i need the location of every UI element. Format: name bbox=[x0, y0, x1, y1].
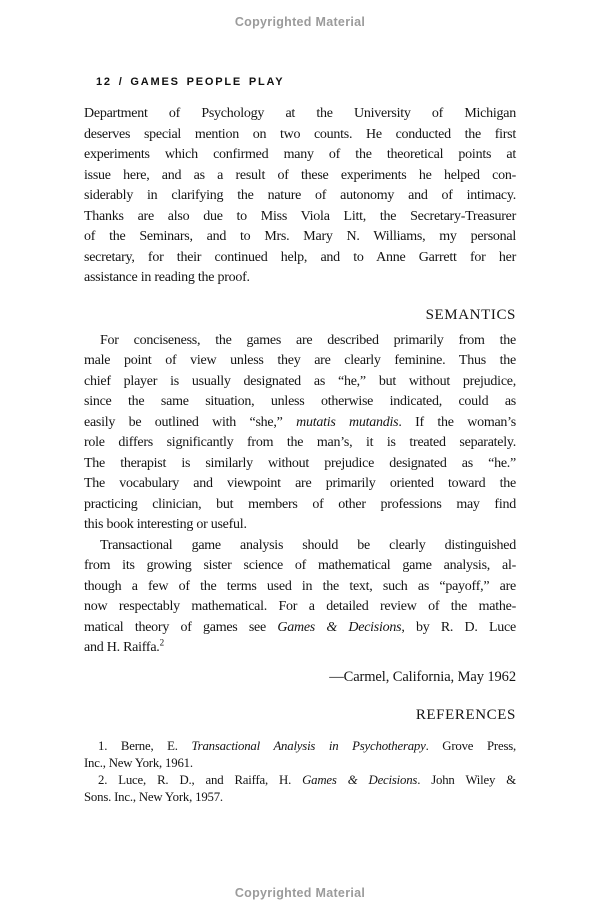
references-heading: REFERENCES bbox=[415, 706, 516, 723]
reference-item-1 bbox=[84, 738, 516, 772]
text-line bbox=[84, 186, 516, 207]
text-run: practicing clinician, but members of other professions may find bbox=[84, 496, 516, 512]
italic-text: Games & Decisions bbox=[302, 772, 418, 787]
acknowledgements-paragraph bbox=[84, 104, 516, 289]
text-run: Transactional game analysis should be clearly distinguished bbox=[100, 537, 516, 553]
text-line bbox=[84, 755, 516, 772]
text-line bbox=[84, 166, 516, 187]
text-run: deserves special mention on two counts. He conducted the first bbox=[84, 126, 516, 142]
text-line bbox=[84, 392, 516, 413]
text-line bbox=[84, 207, 516, 228]
text-run: 1. Berne, E. bbox=[98, 738, 192, 753]
semantics-paragraph-2 bbox=[84, 536, 516, 659]
text-run: The vocabulary and viewpoint are primarily oriented toward the bbox=[84, 476, 516, 491]
text-line bbox=[84, 556, 516, 577]
text-run: Department of Psychology at the University of Michigan bbox=[84, 106, 516, 121]
watermark-bottom-label: Copyrighted Material bbox=[234, 886, 366, 900]
text-run: issue here, and as a result of these experiments he helped con- bbox=[84, 167, 516, 183]
text-run: from its growing sister science of mathematical game analysis, al- bbox=[84, 558, 516, 573]
reference-item-2 bbox=[84, 772, 516, 806]
semantics-paragraph-1 bbox=[84, 331, 516, 536]
text-line bbox=[84, 772, 516, 789]
text-run: . John Wiley & bbox=[417, 772, 516, 787]
text-run: matical theory of games see bbox=[84, 619, 278, 635]
page-content bbox=[84, 76, 516, 806]
text-run: 2. Luce, R. D., and Raiffa, H. bbox=[98, 772, 303, 787]
text-line bbox=[84, 331, 516, 352]
text-run: now respectably mathematical. For a detailed review of the mathe- bbox=[84, 599, 516, 614]
text-run: though a few of the terms used in the text, such as “payoff,” are bbox=[84, 578, 516, 594]
text-run: easily be outlined with “she,” bbox=[84, 414, 297, 430]
text-line bbox=[84, 372, 516, 393]
text-line bbox=[84, 268, 516, 289]
watermark-top-label: Copyrighted Material bbox=[234, 15, 366, 29]
text-run: male point of view unless they are clearly feminine. Thus the bbox=[84, 353, 516, 368]
text-run: . Grove Press, bbox=[425, 738, 516, 753]
text-run: Thanks are also due to Miss Viola Litt, the Secretary-Treasurer bbox=[84, 208, 516, 224]
text-run: since the same situation, unless otherwise indicated, could as bbox=[84, 394, 516, 409]
text-run: and H. Raiffa. bbox=[84, 640, 160, 655]
text-run: of the Seminars, and to Mrs. Mary N. Williams, my personal bbox=[84, 229, 516, 244]
signature-line: —Carmel, California, May 1962 bbox=[329, 668, 516, 685]
page-body bbox=[84, 104, 516, 806]
italic-text: Games & Decisions bbox=[277, 619, 402, 635]
text-line bbox=[84, 104, 516, 125]
text-line bbox=[84, 638, 516, 659]
text-run: chief player is usually designated as “he,” but without prejudice, bbox=[84, 373, 516, 389]
text-run: role differs significantly from the man’s, it is treated separately. bbox=[84, 435, 516, 450]
text-run: Inc., New York, 1961. bbox=[84, 755, 193, 770]
text-line bbox=[84, 474, 516, 495]
text-run: this book interesting or useful. bbox=[84, 517, 247, 532]
text-line bbox=[84, 515, 516, 536]
text-line bbox=[84, 536, 516, 557]
text-run: Sons. Inc., New York, 1957. bbox=[84, 789, 223, 804]
text-line bbox=[84, 248, 516, 269]
footnote-marker: 2 bbox=[159, 637, 164, 648]
text-line bbox=[84, 227, 516, 248]
text-run: experiments which confirmed many of the theoretical points at bbox=[84, 147, 516, 162]
text-line bbox=[84, 125, 516, 146]
semantics-heading: SEMANTICS bbox=[425, 306, 516, 323]
text-run: assistance in reading the proof. bbox=[84, 270, 250, 285]
text-run: , by R. D. Luce bbox=[401, 619, 516, 635]
text-line bbox=[84, 495, 516, 516]
text-line bbox=[84, 738, 516, 755]
text-line bbox=[84, 351, 516, 372]
italic-text: Transactional Analysis in Psychotherapy bbox=[191, 738, 426, 753]
text-run: siderably in clarifying the nature of autonomy and of intimacy. bbox=[84, 188, 516, 203]
text-line bbox=[84, 454, 516, 475]
text-line bbox=[84, 597, 516, 618]
text-line bbox=[84, 433, 516, 454]
text-run: secretary, for their continued help, and to Anne Garrett for her bbox=[84, 249, 516, 265]
text-line bbox=[84, 577, 516, 598]
text-line bbox=[84, 145, 516, 166]
text-run: . If the woman’s bbox=[398, 414, 517, 430]
running-header: 12 / GAMES PEOPLE PLAY bbox=[96, 76, 285, 88]
text-line bbox=[84, 618, 516, 639]
text-run: The therapist is similarly without prejudice designated as “he.” bbox=[84, 455, 516, 471]
text-line bbox=[84, 789, 516, 806]
text-line bbox=[84, 413, 516, 434]
italic-text: mutatis mutandis bbox=[296, 414, 399, 430]
text-run: For conciseness, the games are described primarily from the bbox=[100, 332, 516, 348]
